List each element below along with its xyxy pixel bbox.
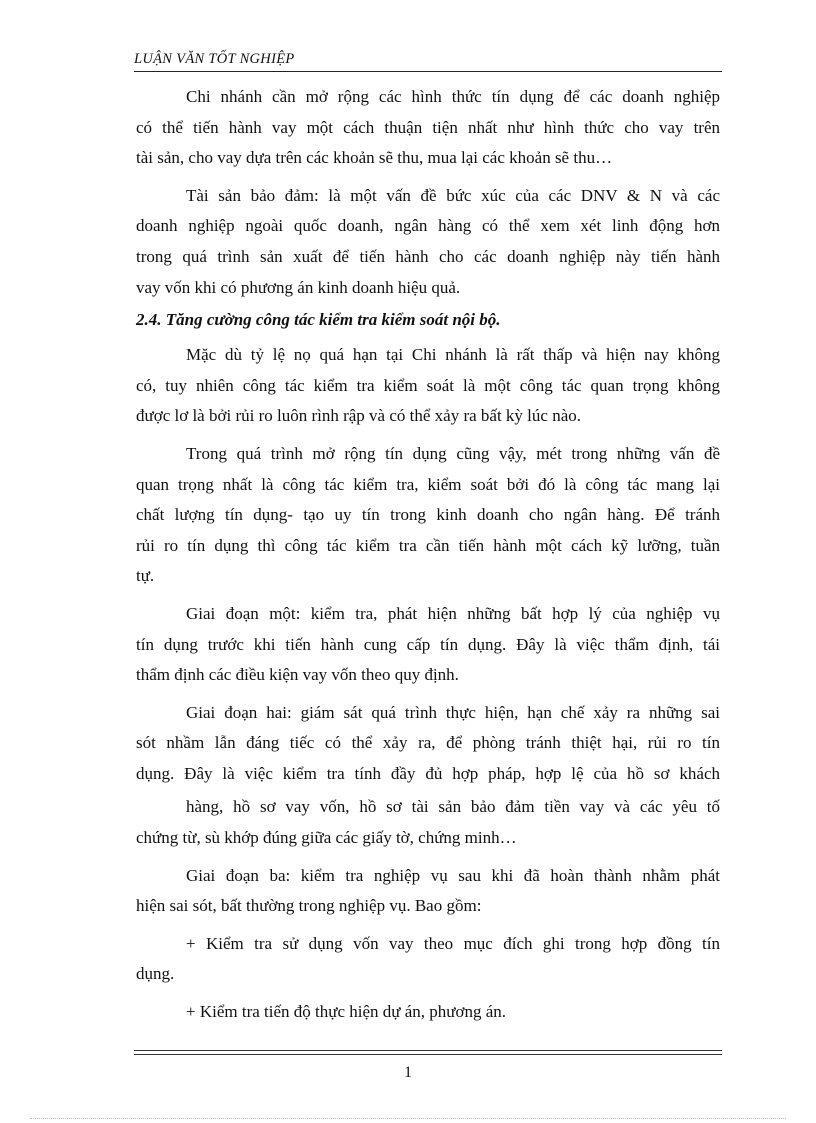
paragraph <box>136 929 720 990</box>
text-line: chất lượng tín dụng- tạo uy tín trong kinh doanh cho ngân hàng. Để tránh <box>136 505 720 525</box>
footer-rule-bottom <box>134 1054 722 1055</box>
header-title: LUẬN VĂN TỐT NGHIỆP <box>134 51 295 67</box>
text-line: thẩm định các điều kiện vay vốn theo quy định. <box>136 665 459 685</box>
text-line: hiện sai sót, bất thường trong nghiệp vụ. Bao gồm: <box>136 896 482 916</box>
text-line: Mặc dù tỷ lệ nọ quá hạn tại Chi nhánh là rất thấp và hiện nay không <box>186 345 720 365</box>
document-body <box>136 82 720 1035</box>
paragraph <box>136 181 720 303</box>
text-line: vay vốn khi có phương án kinh doanh hiệu quả. <box>136 277 461 297</box>
page-header <box>134 49 722 72</box>
paragraph <box>136 82 720 174</box>
paragraph <box>136 997 720 1028</box>
page-number: 1 <box>404 1064 412 1081</box>
text-line: dụng. <box>136 964 175 984</box>
page-edge-dotted <box>30 1118 786 1119</box>
text-line: rủi ro tín dụng thì công tác kiểm tra cần tiến hành một cách kỹ lưỡng, tuần <box>136 535 720 555</box>
text-line: Chi nhánh cần mở rộng các hình thức tín dụng để các doanh nghiệp <box>186 87 720 106</box>
text-line: Trong quá trình mở rộng tín dụng cũng vậy, mét trong những vấn đề <box>186 443 720 463</box>
text-line: Giai đoạn hai: giám sát quá trình thực hiện, hạn chế xảy ra những sai <box>186 702 720 722</box>
text-line: trong quá trình sản xuất để tiến hành cho các doanh nghiệp này tiến hành <box>136 246 720 266</box>
text-line: + Kiểm tra sử dụng vốn vay theo mục đích ghi trong hợp đồng tín <box>186 933 720 953</box>
text-line: sót nhầm lẫn đáng tiếc có thể xảy ra, để phòng tránh thiệt hại, rủi ro tín <box>136 733 720 753</box>
paragraph <box>136 439 720 592</box>
text-line: chứng từ, sù khớp đúng giữa các giấy tờ, chứng minh… <box>136 828 517 848</box>
text-line: tín dụng trước khi tiến hành cung cấp tín dụng. Đây là việc thẩm định, tái <box>136 634 720 654</box>
text-line: + Kiểm tra tiến độ thực hiện dự án, phương án. <box>186 1002 507 1022</box>
text-line: dụng. Đây là việc kiểm tra tính đầy đủ hợp pháp, hợp lệ của hồ sơ khách <box>136 763 720 783</box>
text-line: Giai đoạn một: kiểm tra, phát hiện những bất hợp lý của nghiệp vụ <box>186 603 720 623</box>
text-line: hàng, hồ sơ vay vốn, hồ sơ tài sản bảo đảm tiền vay và các yêu tố <box>186 797 720 817</box>
paragraph <box>136 599 720 691</box>
paragraph <box>136 792 720 853</box>
text-line: doanh nghiệp ngoài quốc doanh, ngân hàng có thể xem xét linh động hơn <box>136 216 720 236</box>
text-line: Tài sản bảo đảm: là một vấn đề bức xúc của các DNV & N và các <box>186 185 720 205</box>
text-line: quan trọng nhất là công tác kiểm tra, kiểm soát bởi đó là công tác mang lại <box>136 474 720 494</box>
footer-rule-top <box>134 1050 722 1051</box>
section-heading: 2.4. Tăng cường công tác kiểm tra kiểm soát nội bộ. <box>136 310 501 330</box>
paragraph <box>136 861 720 922</box>
paragraph <box>136 698 720 790</box>
text-line: có thể tiến hành vay một cách thuận tiện nhất như hình thức cho vay trên <box>136 117 720 137</box>
text-line: có, tuy nhiên công tác kiểm tra kiểm soát là một công tác quan trọng không <box>136 375 720 395</box>
text-line: Giai đoạn ba: kiểm tra nghiệp vụ sau khi đã hoàn thành nhằm phát <box>186 865 720 885</box>
paragraph <box>136 340 720 432</box>
text-line: được lơ là bởi rủi ro luôn rình rập và có thể xảy ra bất kỳ lúc nào. <box>136 406 581 426</box>
text-line: tự. <box>136 566 155 586</box>
text-line: tài sản, cho vay dựa trên các khoản sẽ thu, mua lại các khoản sẽ thu… <box>136 148 613 168</box>
